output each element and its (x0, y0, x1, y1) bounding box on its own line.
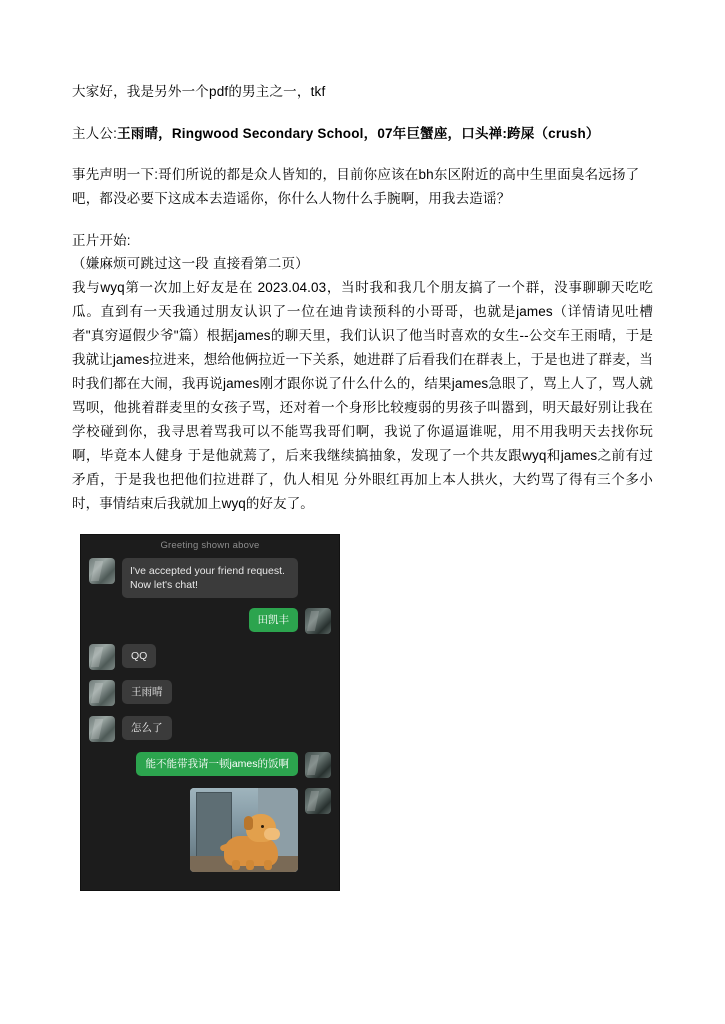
dog-leg (264, 860, 272, 870)
start-heading: 正片开始: (72, 232, 131, 248)
chat-bubble: 王雨晴 (122, 680, 172, 704)
main-body-paragraph: 我与wyq第一次加上好友是在 2023.04.03，当时我和我几个朋友搞了一个群，没事聊聊天吃吃瓜。直到有一天我通过朋友认识了一位在迪肯读预科的小哥哥，也就是james（详情请见吐槽者"真穷逼假少爷"篇）根据james的聊天里，我们认识了他当时喜欢的女生--公交车王雨晴，于是我就让james拉进来，想给他俩拉近一下关系，她进群了后看我们在群表上，于是也进了群麦，当时我们都在大闹，我再说james刚才跟你说了什么什么的，结果james急眼了，骂上人了，骂人就骂呗，他挑着群麦里的女孩子骂，还对着一个身形比较瘦弱的男孩子叫嚣到，明天最好别让我在学校碰到你，我寻思着骂我可以不能骂我哥们啊，我说了你逼逼谁呢，用不用我明天去找你玩啊，毕竟本人健身 于是他就蔫了，后来我继续搞抽象，发现了一个共友跟wyq和james之前有过矛盾，于是我也把他们拉进群了，仇人相见 分外眼红再加上本人拱火，大约骂了得有三个多小时，事情结束后我就加上wyq的好友了。 (72, 279, 653, 511)
avatar (305, 788, 331, 814)
dog-illustration (220, 814, 282, 866)
chat-message-row (81, 644, 339, 680)
chat-bubble: QQ (122, 644, 156, 668)
dog-ear (244, 816, 253, 830)
chat-bubble: 田凯丰 (249, 608, 299, 632)
protagonist-label: 主人公: (72, 125, 118, 141)
dog-snout (264, 828, 280, 840)
avatar (89, 716, 115, 742)
chat-bubble: 能不能带我请一顿james的饭啊 (136, 752, 298, 776)
avatar (89, 680, 115, 706)
protagonist-crush: crush） (548, 125, 600, 141)
chat-image-bubble (190, 788, 298, 872)
chat-bubble: I've accepted your friend request. Now let's chat! (122, 558, 298, 598)
chat-top-note: Greeting shown above (160, 539, 260, 551)
disclaimer-paragraph: 事先声明一下:哥们所说的都是众人皆知的，目前你应该在bh东区附近的高中生里面臭名远扬了吧，都没必要下这成本去造谣你，你什么人物什么手腕啊，用我去造谣？ (72, 167, 640, 206)
chat-message-row (81, 716, 339, 752)
chat-message-row (81, 680, 339, 716)
protagonist-paragraph (72, 122, 653, 146)
avatar (305, 608, 331, 634)
chat-bubble: 怎么了 (122, 716, 172, 740)
dog-leg (246, 860, 254, 870)
protagonist-name: 王雨晴，Ringwood Secondary School，07年巨蟹座，口头禅:跨屎（ (117, 125, 549, 141)
chat-image-row (81, 788, 339, 882)
chat-message-row (81, 558, 339, 608)
skip-note: （嫌麻烦可跳过这一段 直接看第二页） (72, 256, 309, 272)
dog-leg (232, 860, 240, 870)
chat-screenshot (80, 534, 340, 891)
chat-message-row (81, 608, 339, 644)
avatar (305, 752, 331, 778)
chat-message-row (81, 752, 339, 788)
avatar (89, 558, 115, 584)
avatar (89, 644, 115, 670)
intro-paragraph: 大家好，我是另外一个pdf的男主之一，tkf (72, 84, 326, 99)
